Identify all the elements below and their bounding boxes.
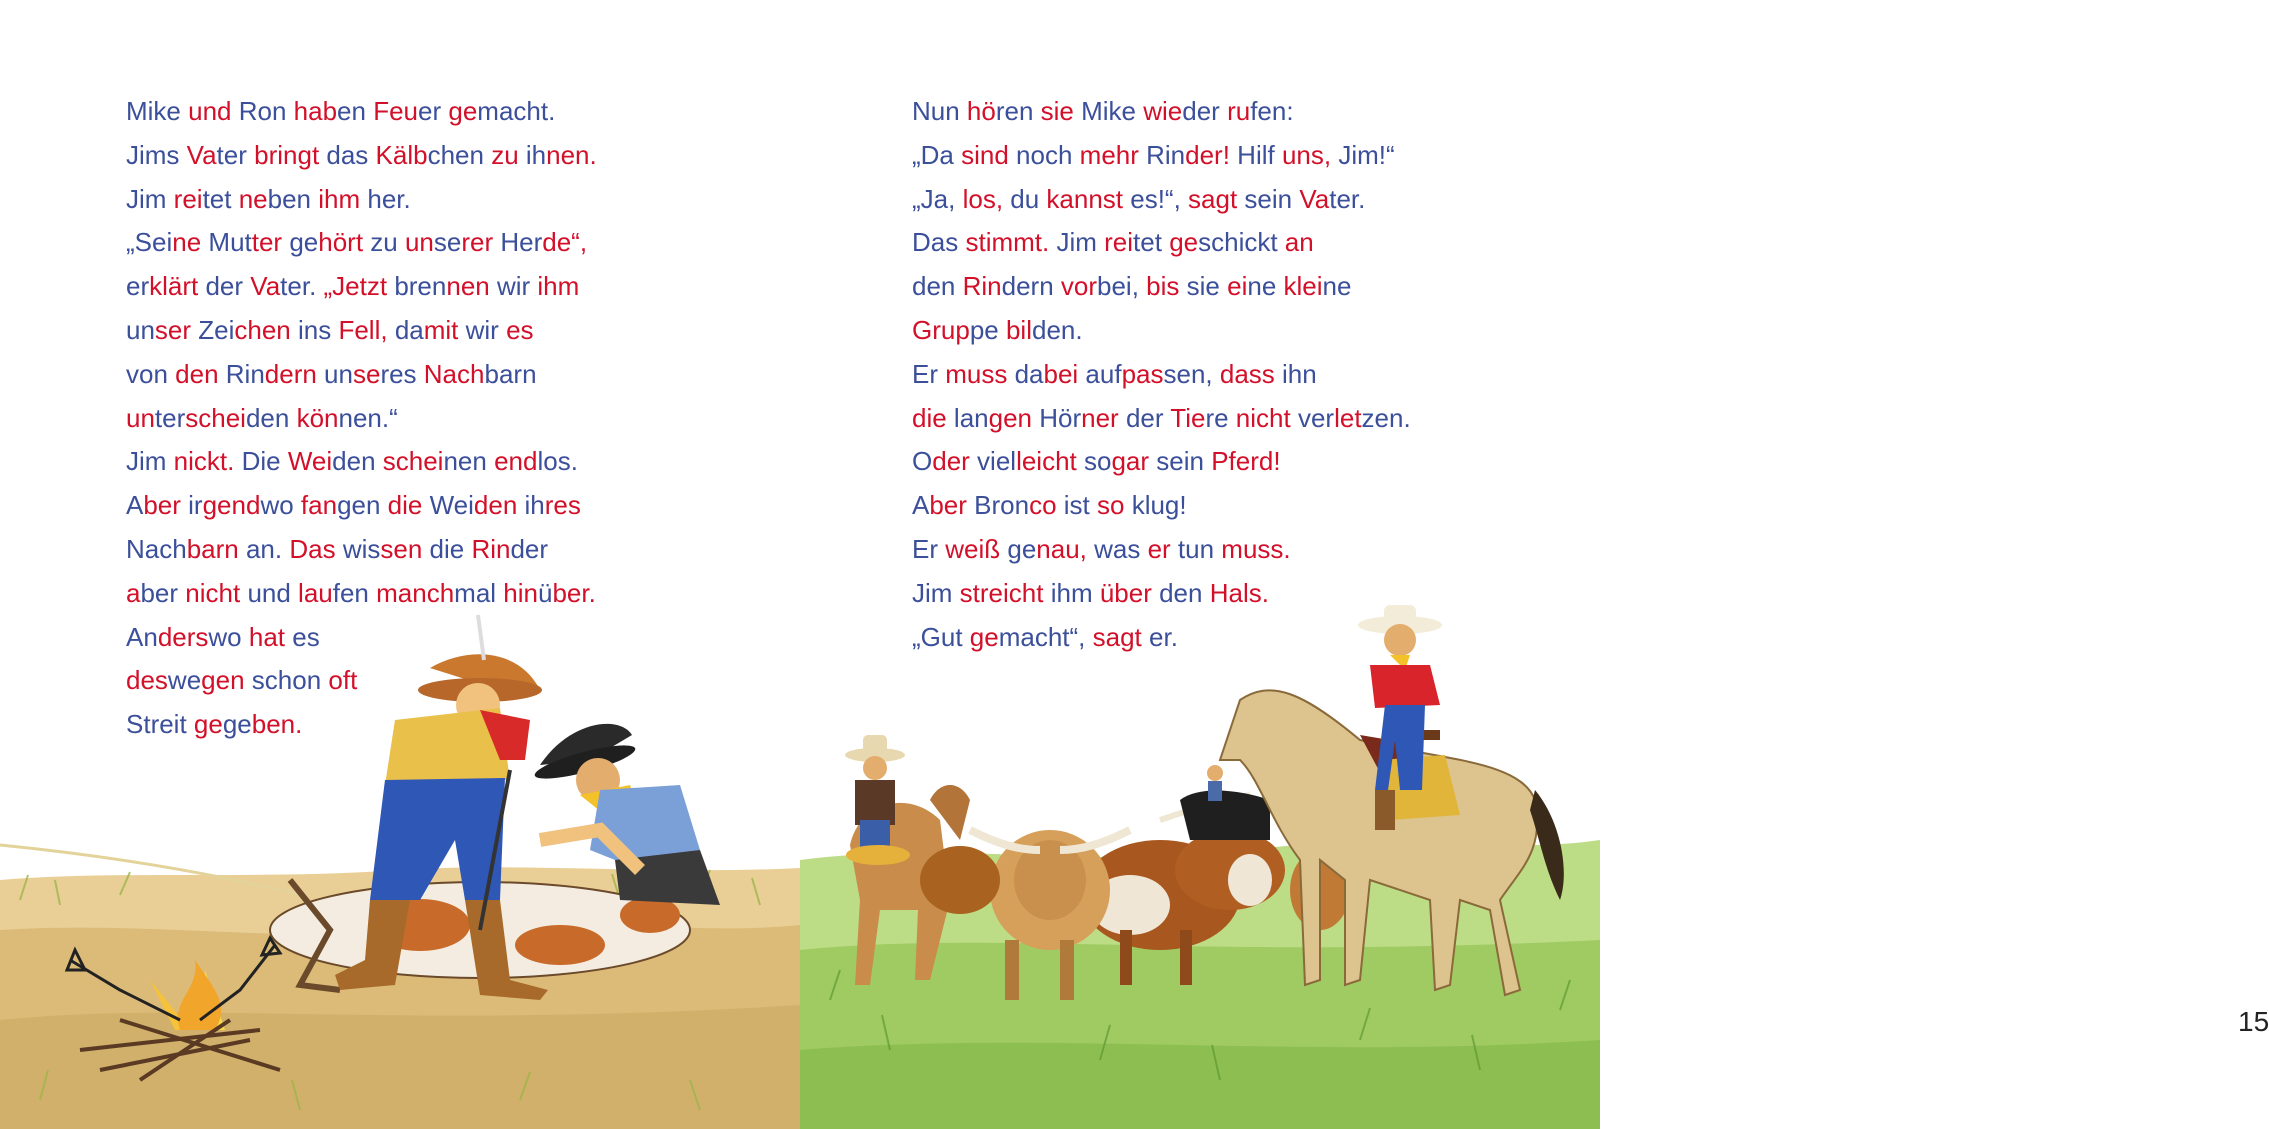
syllable: ist <box>1063 490 1097 521</box>
syllable: Streit <box>126 709 194 740</box>
syllable: gar <box>1111 446 1157 477</box>
syllable: oft <box>328 665 358 696</box>
syllable: rei <box>1104 227 1134 258</box>
syllable: den <box>332 446 383 477</box>
text-line <box>126 134 597 178</box>
syllable: „Sei <box>126 227 173 258</box>
text-line <box>912 572 1411 616</box>
syllable: sein <box>1156 446 1212 477</box>
syllable: ge <box>193 709 223 740</box>
syllable: Va <box>250 271 281 302</box>
syllable: lan <box>953 402 989 433</box>
syllable: ge <box>1007 533 1037 564</box>
syllable: wie <box>1143 96 1183 126</box>
syllable: gend <box>202 490 261 521</box>
syllable: die <box>387 490 430 521</box>
syllable: wir <box>496 271 538 302</box>
syllable: chen <box>427 139 492 170</box>
syllable: un <box>126 402 155 433</box>
syllable: ge <box>448 96 478 126</box>
syllable: noch <box>1016 139 1080 170</box>
text-line <box>126 178 597 222</box>
syllable: Nach <box>126 533 187 564</box>
syllable: sen <box>380 533 430 564</box>
syllable: nen <box>446 271 497 302</box>
syllable: Das <box>289 533 343 564</box>
syllable: mehr <box>1079 139 1147 170</box>
syllable: Va <box>186 139 217 170</box>
syllable: den <box>175 358 226 389</box>
syllable: An <box>126 621 158 652</box>
text-line <box>126 528 597 572</box>
syllable: ber <box>929 490 975 521</box>
text-line <box>912 221 1411 265</box>
syllable: leicht <box>1016 446 1084 477</box>
syllable: Fell, <box>338 314 395 345</box>
right-page-text <box>912 90 1411 659</box>
syllable: Rin <box>471 533 511 564</box>
syllable: se <box>352 358 381 389</box>
syllable: Er <box>912 533 946 564</box>
syllable: macht“, <box>998 621 1093 652</box>
text-line <box>126 90 597 134</box>
syllable: stimmt. <box>965 227 1057 258</box>
text-line <box>912 90 1411 134</box>
syllable: Er <box>912 358 946 389</box>
syllable: über <box>1099 577 1160 608</box>
syllable: bei, <box>1097 271 1147 302</box>
syllable: weiß <box>945 533 1008 564</box>
syllable: Hilf <box>1237 139 1282 170</box>
syllable: Jim!“ <box>1338 139 1395 170</box>
syllable: nau, <box>1036 533 1095 564</box>
syllable: Jim <box>126 446 174 477</box>
syllable: barn <box>186 533 246 564</box>
syllable: ber. <box>552 577 596 608</box>
syllable: ne <box>238 183 268 214</box>
syllable: schei <box>185 402 246 433</box>
text-line <box>912 134 1411 178</box>
text-line <box>912 397 1411 441</box>
syllable: hat <box>248 621 293 652</box>
syllable: kön <box>296 402 339 433</box>
syllable: uns, <box>1281 139 1339 170</box>
text-line <box>126 221 597 265</box>
syllable: da <box>1014 358 1044 389</box>
syllable: sagt <box>1092 621 1150 652</box>
syllable: ih <box>525 139 547 170</box>
syllable: un <box>324 358 353 389</box>
syllable: Rin <box>1146 139 1186 170</box>
syllable: ne <box>1247 271 1284 302</box>
syllable: den <box>1159 577 1210 608</box>
syllable: „Gut <box>912 621 970 652</box>
syllable: schon <box>251 665 329 696</box>
syllable: bei <box>1043 358 1086 389</box>
syllable: re <box>1205 402 1236 433</box>
syllable: nen <box>443 446 495 477</box>
text-line <box>912 616 1411 660</box>
syllable: fen: <box>1250 96 1294 126</box>
text-line <box>912 353 1411 397</box>
syllable: Zei <box>198 314 235 345</box>
syllable: der <box>205 271 251 302</box>
syllable: hin <box>503 577 538 608</box>
syllable: ei <box>1227 271 1248 302</box>
syllable: viel <box>977 446 1017 477</box>
syllable: dass <box>1219 358 1283 389</box>
syllable: zu <box>370 227 405 258</box>
syllable: des <box>126 665 168 696</box>
syllable: wis <box>342 533 381 564</box>
syllable: der <box>510 533 549 564</box>
syllable: res <box>544 490 581 521</box>
page-number: 15 <box>2238 1006 2269 1037</box>
syllable: Hör <box>1039 402 1082 433</box>
syllable: es <box>506 314 534 345</box>
syllable: ge <box>289 227 319 258</box>
syllable: ge <box>969 621 999 652</box>
syllable: ser <box>154 314 199 345</box>
text-line <box>126 397 597 441</box>
syllable: den <box>245 402 297 433</box>
syllable: nen. <box>546 139 597 170</box>
syllable: Mike <box>1081 96 1144 126</box>
syllable: Jim <box>1056 227 1105 258</box>
syllable: ih <box>524 490 545 521</box>
syllable: muss. <box>1221 533 1291 564</box>
syllable: ru <box>1227 96 1251 126</box>
syllable: Jim <box>126 183 174 214</box>
syllable: O <box>912 446 933 477</box>
syllable: von <box>126 358 176 389</box>
syllable: bis <box>1146 271 1187 302</box>
syllable: es!“, <box>1130 183 1189 214</box>
syllable: ber <box>143 490 189 521</box>
syllable: du <box>1010 183 1047 214</box>
syllable: ir <box>188 490 203 521</box>
left-page-text <box>126 90 597 747</box>
syllable: die <box>912 402 954 433</box>
syllable: wir <box>465 314 507 345</box>
syllable: Va <box>1299 183 1330 214</box>
syllable: Die <box>241 446 288 477</box>
syllable: auf <box>1085 358 1122 389</box>
syllable: lau <box>298 577 333 608</box>
syllable: ge <box>222 709 252 740</box>
syllable: vor <box>1060 271 1098 302</box>
syllable: den <box>473 490 525 521</box>
syllable: „Ja, <box>912 183 963 214</box>
syllable: gen <box>337 490 388 521</box>
syllable: ber <box>140 577 186 608</box>
syllable: „Jetzt <box>323 271 395 302</box>
syllable: Nun <box>912 96 967 126</box>
syllable: nen.“ <box>338 402 398 433</box>
syllable: manch <box>376 577 455 608</box>
syllable: de“, <box>542 227 588 258</box>
syllable: klei <box>1283 271 1323 302</box>
syllable: chen <box>234 314 298 345</box>
syllable: en <box>337 96 374 126</box>
syllable: bil <box>1005 314 1032 345</box>
syllable: Pferd! <box>1211 446 1281 477</box>
syllable: ihm <box>537 271 580 302</box>
syllable: es <box>292 621 320 652</box>
syllable: Mike <box>126 96 189 126</box>
text-line <box>912 309 1411 353</box>
syllable: den <box>912 271 963 302</box>
syllable: so <box>1083 446 1112 477</box>
syllable: er <box>1147 533 1178 564</box>
syllable: hö <box>966 96 996 126</box>
syllable: we <box>167 665 202 696</box>
syllable: wo <box>260 490 301 521</box>
syllable: barn <box>484 358 537 389</box>
syllable: der! <box>1185 139 1238 170</box>
syllable: klug! <box>1131 490 1187 521</box>
syllable: Jim <box>912 577 960 608</box>
syllable: zu <box>491 139 526 170</box>
syllable: ne <box>172 227 209 258</box>
syllable: er <box>418 96 449 126</box>
syllable: so <box>1097 490 1132 521</box>
syllable: sie <box>1186 271 1228 302</box>
syllable: Kälb <box>375 139 428 170</box>
syllable: macht. <box>477 96 556 126</box>
syllable: un <box>404 227 434 258</box>
syllable: Grup <box>912 314 970 345</box>
syllable: gen <box>988 402 1040 433</box>
text-line <box>126 703 597 747</box>
text-line <box>912 528 1411 572</box>
syllable: mit <box>423 314 466 345</box>
syllable: schickt <box>1198 227 1285 258</box>
syllable: bren <box>394 271 447 302</box>
syllable: Nach <box>423 358 485 389</box>
syllable: streicht <box>959 577 1051 608</box>
syllable: fan <box>300 490 338 521</box>
text-line <box>126 309 597 353</box>
syllable: ben. <box>251 709 303 740</box>
syllable: hört <box>318 227 371 258</box>
syllable: Wei <box>429 490 474 521</box>
syllable: ter. <box>280 271 324 302</box>
syllable: Mut <box>208 227 252 258</box>
syllable: er. <box>1149 621 1178 652</box>
syllable: ben <box>267 183 319 214</box>
text-line <box>126 572 597 616</box>
text-line <box>126 616 597 660</box>
syllable: schei <box>382 446 444 477</box>
text-line <box>912 178 1411 222</box>
syllable: A <box>912 490 930 521</box>
syllable: ter <box>154 402 186 433</box>
syllable: zen. <box>1361 402 1411 433</box>
syllable: her. <box>367 183 411 214</box>
syllable: sie <box>1040 96 1082 126</box>
syllable: a <box>126 577 141 608</box>
syllable: was <box>1094 533 1148 564</box>
syllable: Bron <box>974 490 1030 521</box>
syllable: hab <box>293 96 338 126</box>
syllable: sagt <box>1188 183 1245 214</box>
syllable: ne <box>1322 271 1352 302</box>
syllable: co <box>1029 490 1064 521</box>
text-line <box>126 440 597 484</box>
syllable: A <box>126 490 144 521</box>
syllable: res <box>380 358 424 389</box>
syllable: mal <box>454 577 504 608</box>
syllable: un <box>126 314 155 345</box>
syllable: Tie <box>1170 402 1206 433</box>
text-line <box>912 265 1411 309</box>
syllable: ihn <box>1282 358 1317 389</box>
syllable: „Da <box>912 139 962 170</box>
syllable: Jims <box>126 139 187 170</box>
syllable: Feu <box>373 96 419 126</box>
syllable: ge <box>1169 227 1199 258</box>
syllable: da <box>394 314 424 345</box>
syllable: pe <box>969 314 1006 345</box>
syllable: nicht <box>185 577 248 608</box>
text-line <box>126 659 597 703</box>
syllable: los, <box>962 183 1011 214</box>
syllable: bringt <box>254 139 327 170</box>
syllable: rei <box>173 183 203 214</box>
syllable: ter <box>251 227 290 258</box>
syllable: sind <box>961 139 1017 170</box>
syllable: ter. <box>1329 183 1366 214</box>
syllable: ter <box>216 139 255 170</box>
text-line <box>126 353 597 397</box>
syllable: ihm <box>1050 577 1100 608</box>
syllable: kannst <box>1046 183 1131 214</box>
syllable: Wei <box>287 446 333 477</box>
syllable: fen <box>332 577 377 608</box>
syllable: ihm <box>318 183 368 214</box>
syllable: Hals. <box>1209 577 1269 608</box>
syllable: pas <box>1121 358 1164 389</box>
syllable: an <box>1284 227 1314 258</box>
syllable: Das <box>912 227 966 258</box>
syllable: muss <box>945 358 1015 389</box>
syllable: und <box>247 577 299 608</box>
syllable: tet <box>1133 227 1170 258</box>
syllable: Her <box>500 227 543 258</box>
syllable: der <box>932 446 978 477</box>
syllable: tet <box>202 183 239 214</box>
syllable: klärt <box>149 271 206 302</box>
syllable: los. <box>537 446 578 477</box>
syllable: ü <box>538 577 553 608</box>
syllable: ders <box>157 621 209 652</box>
syllable: sen, <box>1163 358 1220 389</box>
syllable: gen <box>201 665 252 696</box>
syllable: Ron <box>238 96 294 126</box>
syllable: ner <box>1081 402 1126 433</box>
text-line <box>126 484 597 528</box>
syllable: dern <box>1001 271 1061 302</box>
syllable: der <box>1125 402 1171 433</box>
syllable: ver <box>1297 402 1335 433</box>
syllable: dern <box>264 358 325 389</box>
syllable: se <box>433 227 462 258</box>
syllable: Rin <box>962 271 1002 302</box>
syllable: Rin <box>225 358 265 389</box>
syllable: und <box>188 96 239 126</box>
syllable: die <box>429 533 472 564</box>
syllable: let <box>1334 402 1362 433</box>
syllable: der <box>1182 96 1228 126</box>
syllable: nickt. <box>173 446 242 477</box>
syllable: sein <box>1244 183 1300 214</box>
syllable: wo <box>208 621 249 652</box>
syllable: den. <box>1031 314 1083 345</box>
syllable: das <box>326 139 376 170</box>
syllable: er <box>126 271 150 302</box>
syllable: an. <box>245 533 290 564</box>
text-line <box>912 484 1411 528</box>
syllable: ren <box>995 96 1041 126</box>
syllable: ins <box>298 314 339 345</box>
text-line <box>126 265 597 309</box>
text-line <box>912 440 1411 484</box>
syllable: rer <box>461 227 501 258</box>
syllable: end <box>494 446 538 477</box>
syllable: tun <box>1177 533 1222 564</box>
left-page <box>0 0 800 1129</box>
syllable: nicht <box>1235 402 1298 433</box>
